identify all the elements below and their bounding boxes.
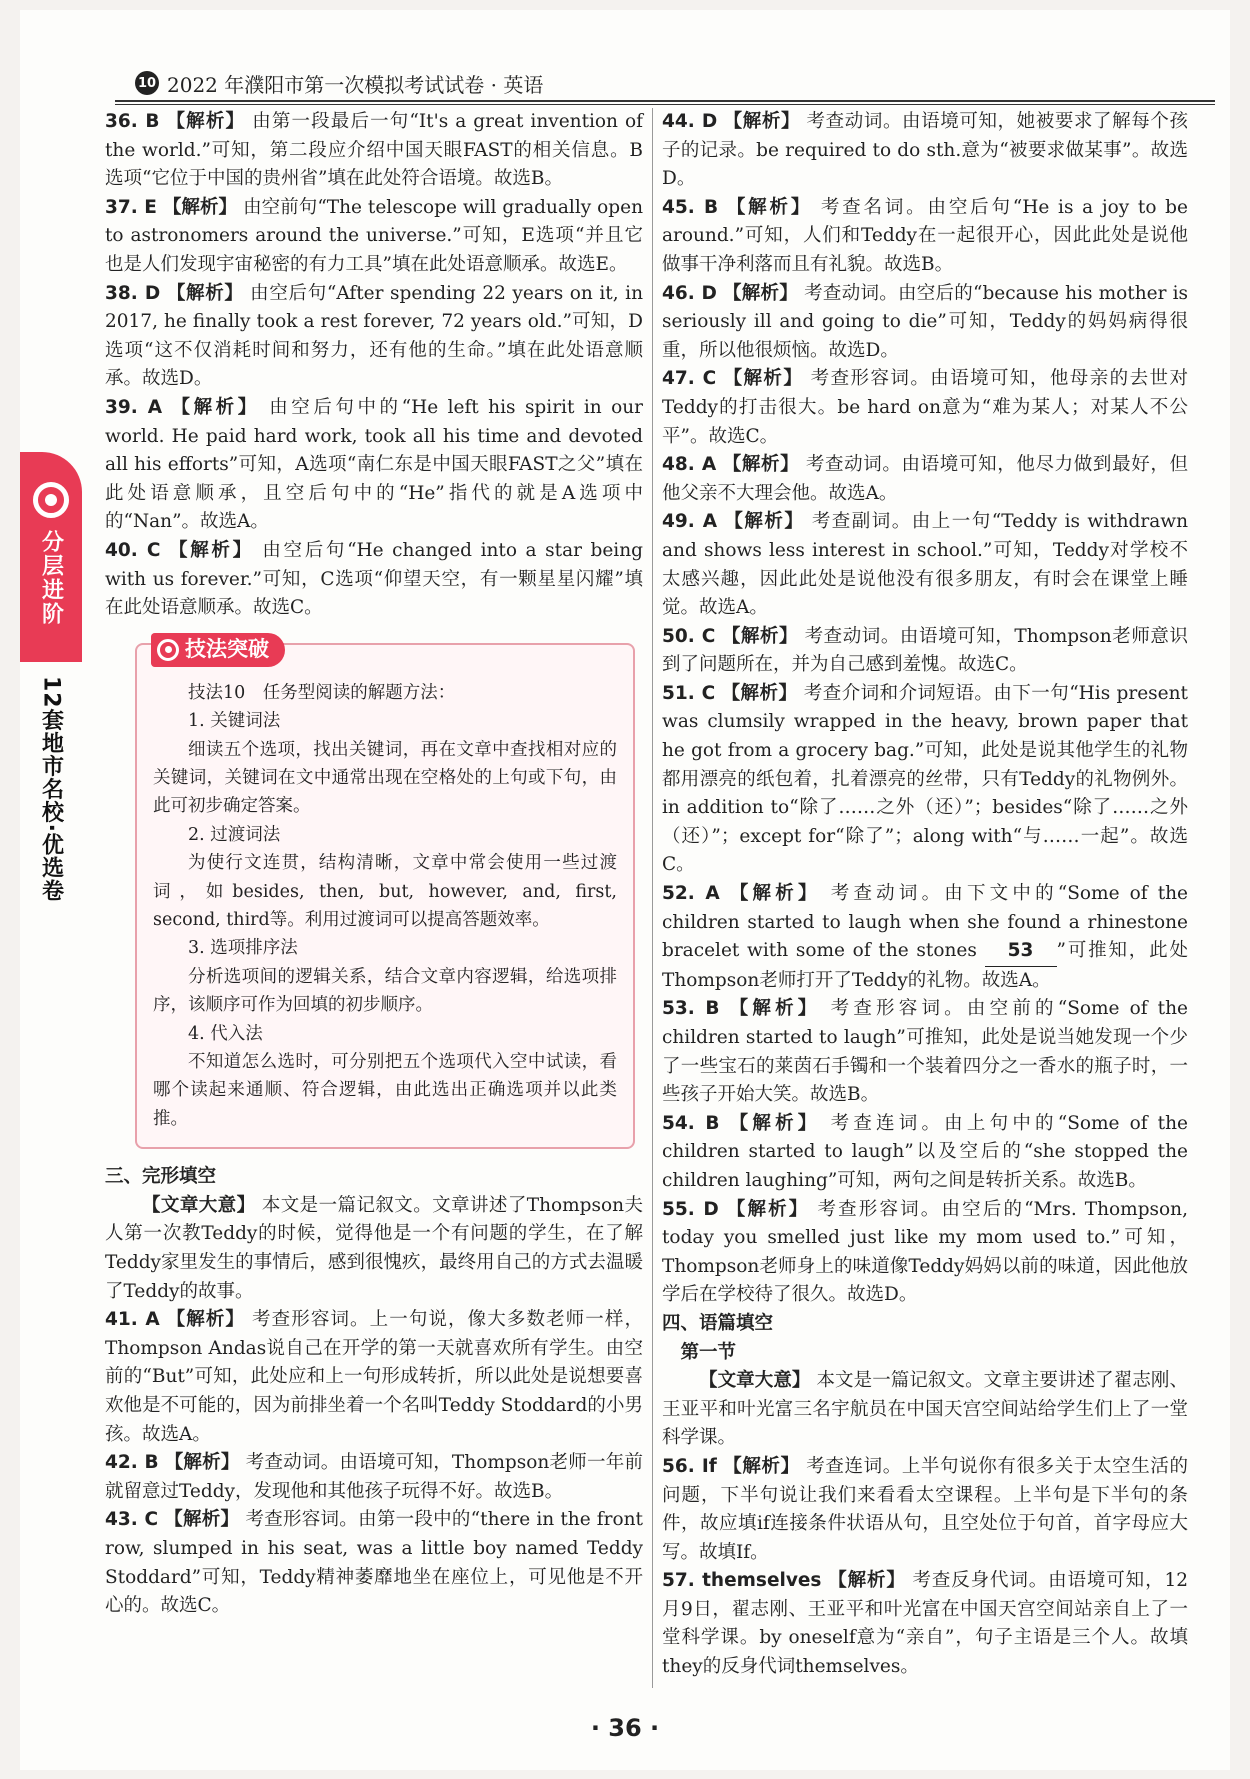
answer-item bbox=[105, 1506, 643, 1620]
article-summary bbox=[105, 1192, 643, 1306]
answer-number: 48. A bbox=[662, 454, 717, 476]
analysis-tag: 【解析】 bbox=[164, 1509, 240, 1531]
answer-item bbox=[105, 1449, 643, 1506]
target-icon bbox=[33, 482, 69, 518]
answer-item bbox=[662, 623, 1188, 680]
answer-number: 40. C bbox=[105, 539, 161, 561]
target-icon bbox=[157, 639, 179, 661]
answer-text: 考查反身代词。由语境可知，12月9日，翟志刚、王亚平和叶光富在中国天宫空间站亲自上了一堂科学课。by oneself意为“亲自”，句子主语是三个人。故填they的反身代词themselves。 bbox=[662, 1570, 1188, 1678]
answer-item bbox=[662, 880, 1188, 995]
analysis-tag: 【解析】 bbox=[726, 1198, 810, 1220]
answer-item bbox=[662, 1196, 1188, 1310]
side-tab-label: 分层进阶 bbox=[38, 530, 64, 626]
analysis-tag: 【解析】 bbox=[166, 111, 246, 132]
analysis-tag: 【解析】 bbox=[729, 1112, 821, 1134]
part-1-title: 第一节 bbox=[680, 1341, 737, 1363]
skill-box-title: 技法突破 bbox=[185, 637, 269, 662]
summary-tag: 【文章大意】 bbox=[142, 1194, 256, 1216]
header-title: 2022 年濮阳市第一次模拟考试试卷 · 英语 bbox=[167, 72, 544, 97]
analysis-tag: 【解析】 bbox=[723, 111, 801, 132]
analysis-tag: 【解析】 bbox=[166, 1309, 246, 1331]
analysis-tag: 【解析】 bbox=[722, 282, 799, 304]
section-title-cloze: 三、完形填空 bbox=[105, 1166, 217, 1188]
analysis-tag: 【解析】 bbox=[723, 368, 804, 390]
answer-item bbox=[105, 537, 643, 623]
analysis-tag: 【解析】 bbox=[162, 196, 238, 218]
method-2-text: 为使行文连贯，结构清晰，文章中常会使用一些过渡词，如besides, then, but, however, and, first, second, third等。利用过渡词可以提高答题效率。 bbox=[153, 853, 617, 930]
left-answers bbox=[105, 108, 643, 623]
answer-item bbox=[105, 394, 643, 537]
answer-number: 57. themselves bbox=[662, 1570, 822, 1592]
column-divider bbox=[652, 108, 653, 1688]
answer-item bbox=[662, 995, 1188, 1109]
answer-number: 42. B bbox=[105, 1452, 159, 1474]
page-number: · 36 · bbox=[590, 1714, 660, 1742]
answer-text: 考查介词和介词短语。由下一句“His present was clumsily wrapped in the heavy, brown paper that he got from a grocery bag.”可知，此处是说其他学生的礼物都用漂亮的纸包着，扎着漂亮的丝带，只有Teddy的礼物例外。in addition to“除了……之外（还）”；besides“除了……之外（还）”；except for“除了”；along with“与……一起”。故选C。 bbox=[662, 682, 1188, 876]
answer-text: 考查形容词。由空前的“Some of the children started to laugh”可推知，此处是说当她发现一个少了一些宝石的莱茵石手镯和一个装着四分之一香水的瓶子时，一些孩子开始大笑。故选B。 bbox=[662, 998, 1188, 1106]
summary-text: 本文是一篇记叙文。文章主要讲述了翟志刚、王亚平和叶光富三名宇航员在中国天宫空间站给学生们上了一堂科学课。 bbox=[662, 1370, 1188, 1449]
skill-box bbox=[135, 637, 635, 1150]
answer-number: 54. B bbox=[662, 1112, 720, 1134]
answer-number: 37. E bbox=[105, 196, 157, 218]
analysis-tag: 【解析】 bbox=[164, 1452, 240, 1474]
answer-text: 考查动词。由语境可知，Thompson老师一年前就留意过Teddy，发现他和其他孩子玩得不好。故选B。 bbox=[105, 1452, 643, 1502]
analysis-tag: 【解析】 bbox=[169, 539, 254, 561]
answer-item bbox=[662, 508, 1188, 622]
answer-item bbox=[662, 1453, 1188, 1567]
answer-number: 51. C bbox=[662, 682, 716, 704]
answer-text: 考查动词。由语境可知，她被要求了解每个孩子的记录。be required to do sth.意为“被要求做某事”。故选D。 bbox=[662, 111, 1188, 190]
answer-text: 考查形容词。由第一段中的“there in the front row, slumped in his seat, was a little boy named Teddy Stoddard”可知，Teddy精神萎靡地坐在座位上，可见他是不开心的。故选C。 bbox=[105, 1509, 643, 1617]
analysis-tag: 【解析】 bbox=[724, 511, 805, 533]
method-4-title: 4. 代入法 bbox=[188, 1023, 263, 1044]
answer-text: 考查形容词。上一句说，像大多数老师一样，Thompson Andas说自己在开学的第一天就喜欢所有学生。由空前的“But”可知，此处应和上一句形成转折，所以此处是说想要喜欢他是不可能的，因为前排坐着一个名叫Teddy Stoddard的小男孩。故选A。 bbox=[105, 1309, 643, 1445]
left-column bbox=[105, 108, 643, 1621]
article-summary bbox=[662, 1367, 1188, 1453]
side-tab bbox=[20, 452, 82, 902]
answer-text: 由空后句中的“He left his spirit in our world. He paid hard work, took all his time and devoted all his efforts”可知，A选项“南仁东是中国天眼FAST之父”填在此处语意顺承，且空后句中的“He”指代的就是A选项中的“Nan”。故选A。 bbox=[105, 396, 643, 533]
summary-text: 本文是一篇记叙文。文章讲述了Thompson夫人第一次教Teddy的时候，觉得他是一个有问题的学生，在了解Teddy家里发生的事情后，感到很愧疚，最终用自己的方式去温暖了Teddy的故事。 bbox=[105, 1194, 643, 1302]
right-answers-2 bbox=[662, 995, 1188, 1310]
analysis-tag: 【解析】 bbox=[828, 1570, 906, 1592]
blank-53: 53 bbox=[985, 937, 1057, 967]
answer-item bbox=[662, 1567, 1188, 1681]
answer-text: 考查形容词。由空后的“Mrs. Thompson, today you smelled just like my mom used to.”可知，Thompson老师身上的味道像Teddy妈妈以前的味道，因此他放学后在学校待了很久。故选D。 bbox=[662, 1198, 1188, 1306]
analysis-tag: 【解析】 bbox=[729, 883, 821, 905]
answer-number: 44. D bbox=[662, 111, 718, 132]
answer-item bbox=[662, 365, 1188, 451]
answer-item bbox=[105, 280, 643, 394]
analysis-tag: 【解析】 bbox=[721, 682, 798, 704]
answer-item bbox=[662, 680, 1188, 880]
left-answers-cloze bbox=[105, 1306, 643, 1621]
analysis-tag: 【解析】 bbox=[722, 454, 800, 476]
answer-text: 考查副词。由上一句“Teddy is withdrawn and shows less interest in school.”可知，Teddy对学校不太感兴趣，因此此处是说他没有很多朋友，有时会在课堂上睡觉。故选A。 bbox=[662, 511, 1188, 619]
answer-text: 考查动词。由下文中的“Some of the children started to laugh when she found a rhinestone bracelet with some of the stones bbox=[662, 883, 1188, 962]
right-column bbox=[662, 108, 1188, 1682]
answer-text: 由空前句“The telescope will gradually open to astronomers around the universe.”可知，E选项“并且它也是人们发现宇宙秘密的有力工具”填在此处语意顺承。故选E。 bbox=[105, 196, 643, 275]
analysis-tag: 【解析】 bbox=[721, 625, 799, 647]
analysis-tag: 【解析】 bbox=[723, 1455, 800, 1477]
answer-text: 考查动词。由空后的“because his mother is seriously ill and going to die”可知，Teddy的妈妈病得很重，所以他很烦恼。故选D。 bbox=[662, 282, 1188, 361]
analysis-tag: 【解析】 bbox=[166, 282, 244, 304]
answer-number: 53. B bbox=[662, 998, 720, 1020]
side-tab-red bbox=[20, 452, 82, 662]
right-answers-3 bbox=[662, 1453, 1188, 1682]
skill-box-header bbox=[151, 633, 285, 667]
answer-text: 由第一段最后一句“It's a great invention of the world.”可知，第二段应介绍中国天眼FAST的相关信息。B选项“它位于中国的贵州省”填在此处符合语境。故选B。 bbox=[105, 111, 643, 190]
method-3-title: 3. 选项排序法 bbox=[188, 938, 298, 959]
header-rule bbox=[115, 100, 1215, 102]
answer-item bbox=[105, 194, 643, 280]
method-4-text: 不知道怎么选时，可分别把五个选项代入空中试读，看哪个读起来通顺、符合逻辑，由此选出正确选项并以此类推。 bbox=[153, 1051, 617, 1129]
page-header bbox=[135, 68, 543, 98]
answer-number: 50. C bbox=[662, 625, 716, 647]
side-vertical-label: 12套地市名校·优选卷 bbox=[38, 676, 64, 902]
answer-number: 39. A bbox=[105, 396, 163, 418]
section-title-passage-fill: 四、语篇填空 bbox=[662, 1312, 774, 1334]
method-2-title: 2. 过渡词法 bbox=[188, 824, 281, 845]
method-1-title: 1. 关键词法 bbox=[188, 711, 281, 732]
answer-item bbox=[662, 451, 1188, 508]
answer-text: 由空后句“After spending 22 years on it, in 2017, he finally took a rest forever, 72 years old.”可知，D选项“这不仅消耗时间和努力，还有他的生命。”填在此处语意顺承。故选D。 bbox=[105, 282, 643, 390]
answer-text: 考查形容词。由语境可知，他母亲的去世对Teddy的打击很大。be hard on意为“难为某人；对某人不公平”。故选C。 bbox=[662, 368, 1188, 447]
answer-number: 47. C bbox=[662, 368, 717, 390]
answer-number: 52. A bbox=[662, 883, 720, 905]
answer-number: 56. If bbox=[662, 1455, 717, 1477]
method-3-text: 分析选项间的逻辑关系，结合文章内容逻辑，给选项排序，该顺序可作为回填的初步顺序。 bbox=[153, 966, 617, 1016]
analysis-tag: 【解析】 bbox=[171, 396, 260, 418]
answer-number: 55. D bbox=[662, 1198, 719, 1220]
skill-heading: 技法10 任务型阅读的解题方法： bbox=[188, 682, 456, 703]
answer-number: 49. A bbox=[662, 511, 718, 533]
answer-item bbox=[662, 1110, 1188, 1196]
answer-number: 45. B bbox=[662, 196, 719, 218]
answer-number: 43. C bbox=[105, 1509, 159, 1531]
answer-text: 考查连词。上半句说你有很多关于太空生活的问题，下半句说让我们来看看太空课程。上半句是下半句的条件，故应填if连接条件状语从句，且空处位于句首，首字母应大写。故填If。 bbox=[662, 1455, 1188, 1563]
answer-item bbox=[662, 194, 1188, 280]
answer-item bbox=[662, 108, 1188, 194]
answer-text: 考查名词。由空后句“He is a joy to be around.”可知，人们和Teddy在一起很开心，因此此处是说他做事干净利落而且有礼貌。故选B。 bbox=[662, 196, 1188, 275]
analysis-tag: 【解析】 bbox=[729, 998, 821, 1020]
header-rule-thin bbox=[115, 104, 1215, 105]
answer-text: 考查连词。由上句中的“Some of the children started to laugh”以及空后的“she stopped the children laughing”可知，两句之间是转折关系。故选B。 bbox=[662, 1112, 1188, 1191]
answer-number: 36. B bbox=[105, 111, 160, 132]
answer-item bbox=[662, 280, 1188, 366]
summary-tag: 【文章大意】 bbox=[699, 1370, 811, 1392]
answer-number: 38. D bbox=[105, 282, 161, 304]
answer-number: 46. D bbox=[662, 282, 717, 304]
right-answers bbox=[662, 108, 1188, 880]
answer-item bbox=[105, 1306, 643, 1449]
answer-text: 考查动词。由语境可知，Thompson老师意识到了问题所在，并为自己感到羞愧。故选C。 bbox=[662, 625, 1188, 676]
analysis-tag: 【解析】 bbox=[726, 196, 813, 218]
answer-text: 由空后句“He changed into a star being with us forever.”可知，C选项“仰望天空，有一颗星星闪耀”填在此处语意顺承。故选C。 bbox=[105, 539, 643, 619]
paper-number-badge: 10 bbox=[135, 71, 159, 95]
answer-text: 考查动词。由语境可知，他尽力做到最好，但他父亲不大理会他。故选A。 bbox=[662, 454, 1188, 504]
answer-number: 41. A bbox=[105, 1309, 160, 1331]
method-1-text: 细读五个选项，找出关键词，再在文章中查找相对应的关键词，关键词在文中通常出现在空格处的上句或下句，由此可初步确定答案。 bbox=[153, 739, 617, 817]
answer-text-tail: ”可推知，此处Thompson老师打开了Teddy的礼物。故选A。 bbox=[662, 940, 1188, 991]
answer-item bbox=[105, 108, 643, 194]
